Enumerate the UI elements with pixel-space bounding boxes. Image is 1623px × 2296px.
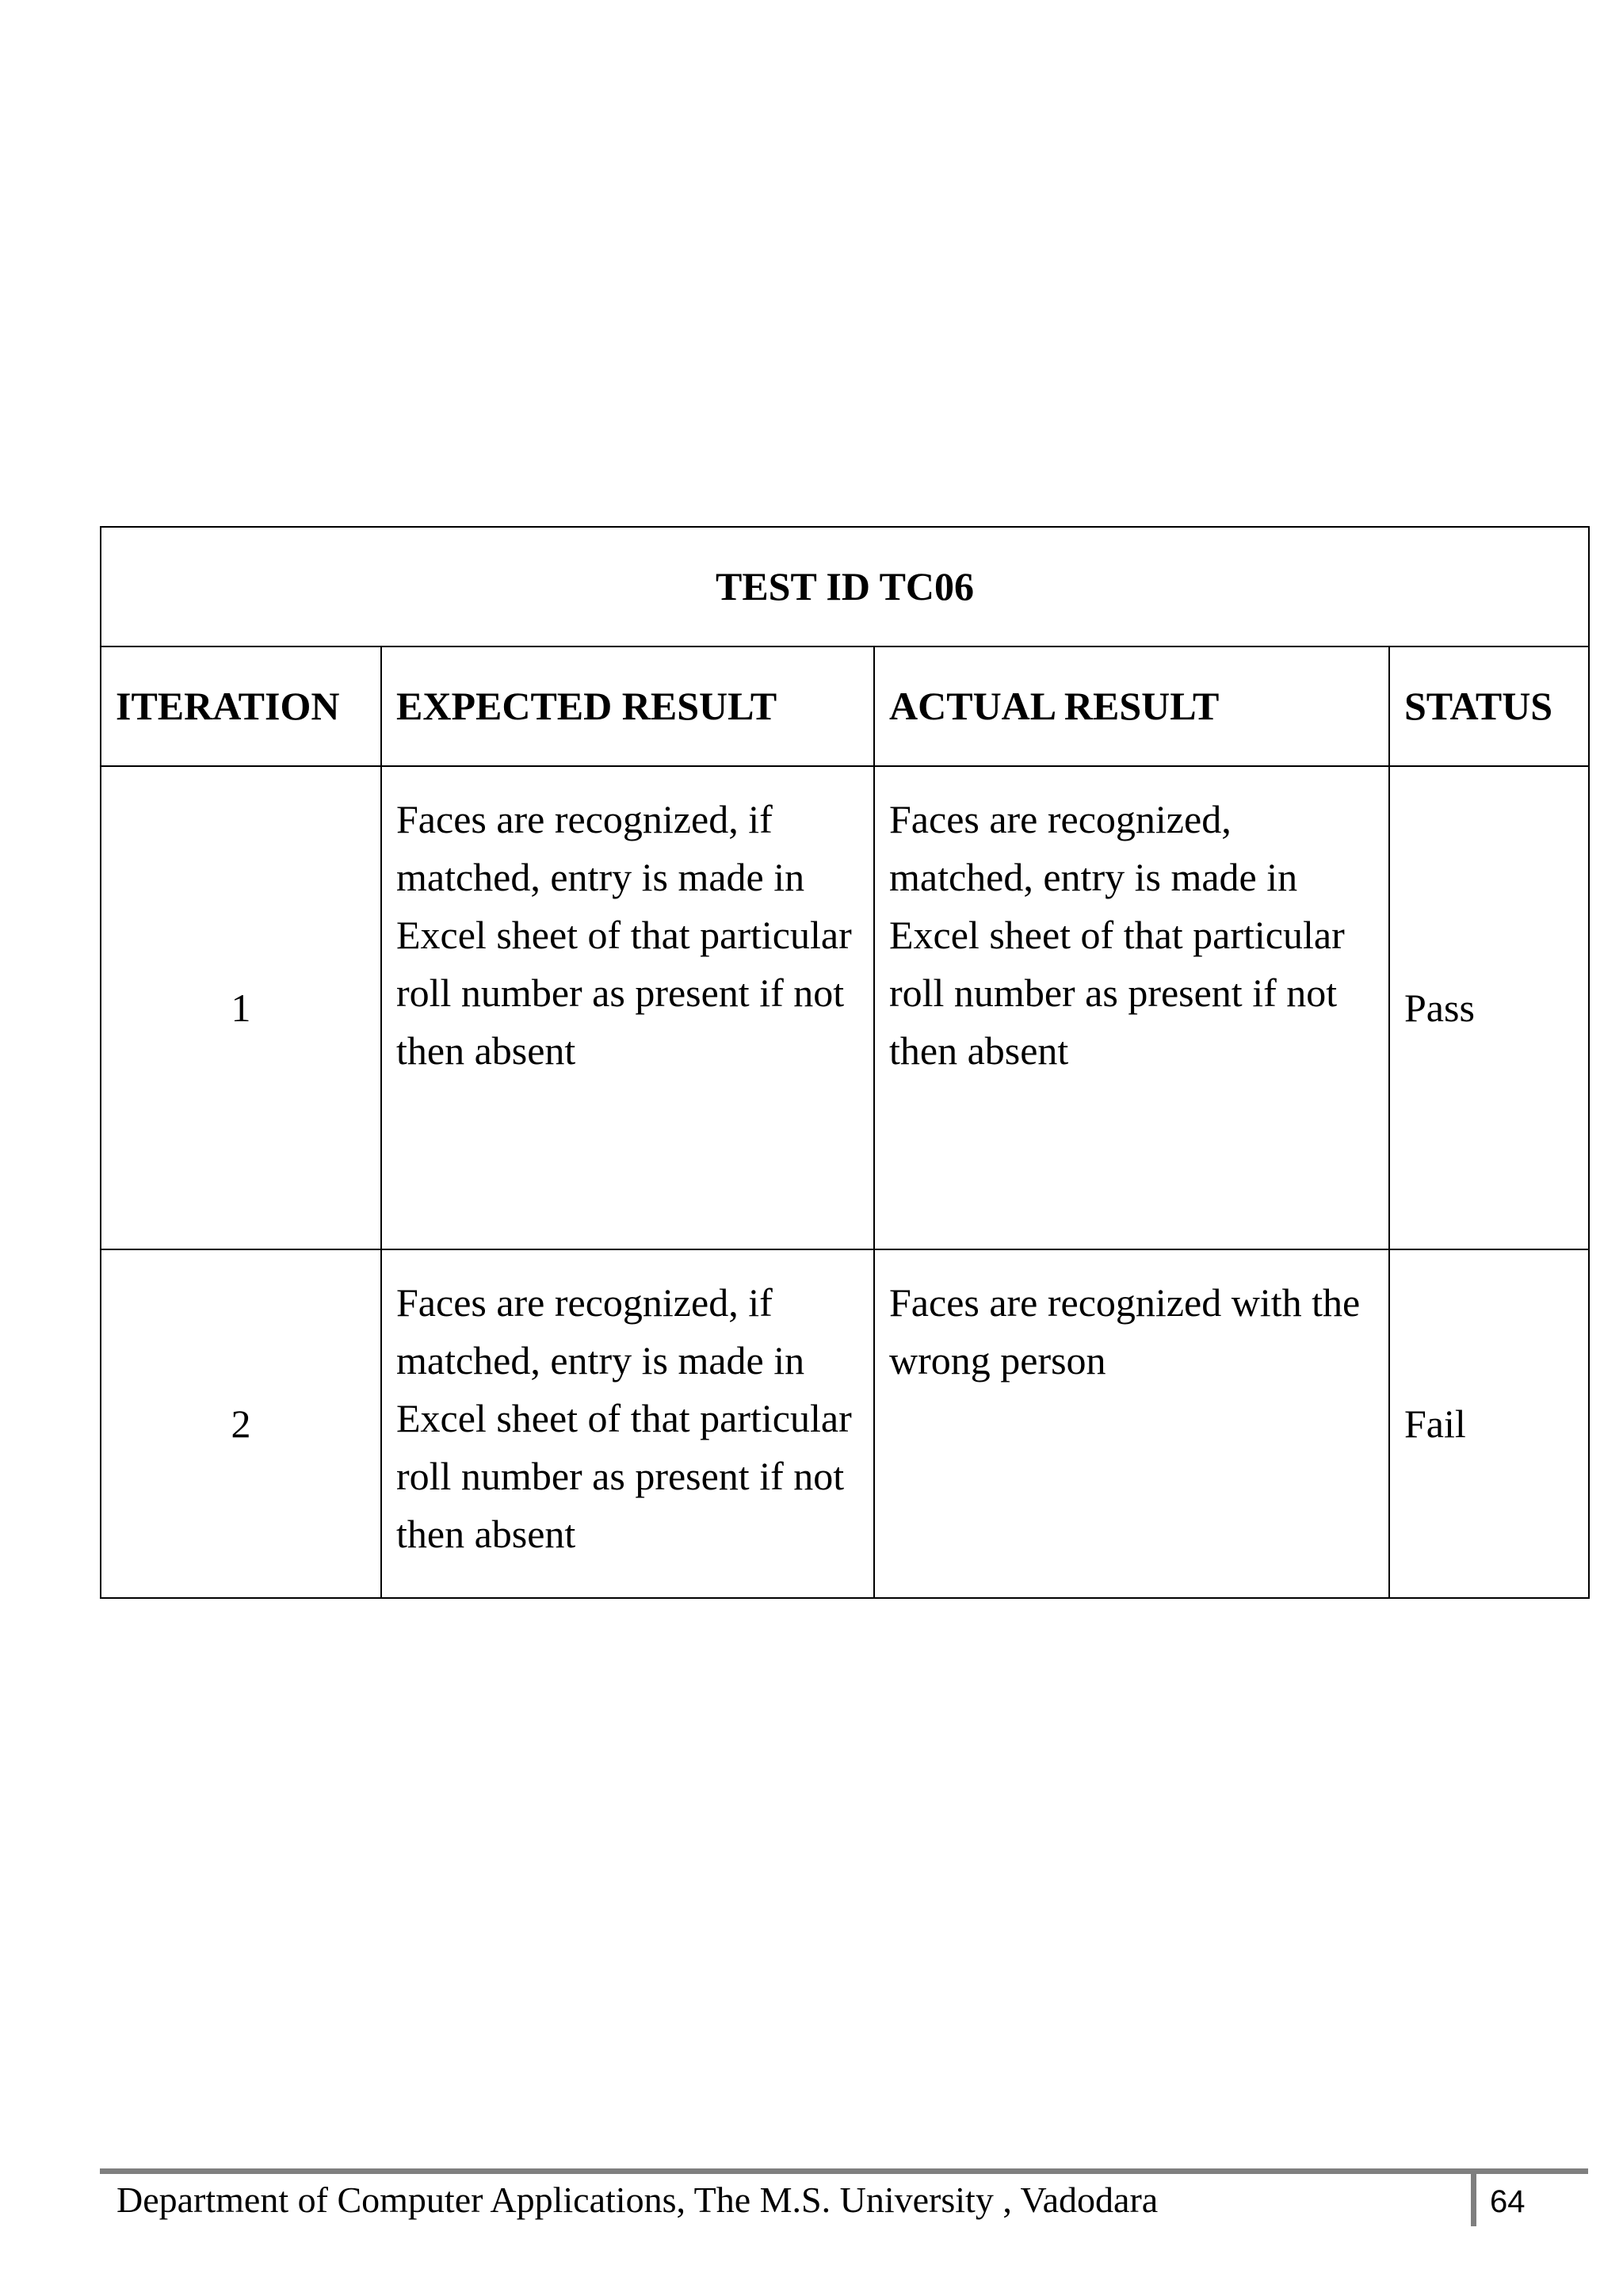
actual-result-cell: Faces are recognized with the wrong person: [874, 1249, 1389, 1598]
table-row: [101, 1249, 1589, 1598]
status-cell: Fail: [1389, 1249, 1589, 1598]
footer-rule: [100, 2168, 1588, 2174]
iteration-cell: 1: [101, 766, 381, 1249]
actual-result-cell: Faces are recognized, matched, entry is made in Excel sheet of that particular roll number as present if not then absent: [874, 766, 1389, 1249]
iteration-cell: 2: [101, 1249, 381, 1598]
header-iteration: ITERATION: [101, 646, 381, 766]
table-row: [101, 766, 1589, 1249]
page-number: 64: [1490, 2184, 1526, 2219]
table-title-row: [101, 527, 1589, 646]
footer-text: Department of Computer Applications, The M.S. University , Vadodara: [116, 2180, 1159, 2220]
header-expected-result: EXPECTED RESULT: [381, 646, 874, 766]
test-id-title: TEST ID TC06: [101, 527, 1589, 646]
header-status: STATUS: [1389, 646, 1589, 766]
expected-result-cell: Faces are recognized, if matched, entry is made in Excel sheet of that particular roll number as present if not then absent: [381, 1249, 874, 1598]
status-cell: Pass: [1389, 766, 1589, 1249]
table-header-row: [101, 646, 1589, 766]
header-actual-result: ACTUAL RESULT: [874, 646, 1389, 766]
footer-divider: [1471, 2174, 1476, 2226]
test-case-table: [100, 526, 1590, 1599]
expected-result-cell: Faces are recognized, if matched, entry is made in Excel sheet of that particular roll number as present if not then absent: [381, 766, 874, 1249]
